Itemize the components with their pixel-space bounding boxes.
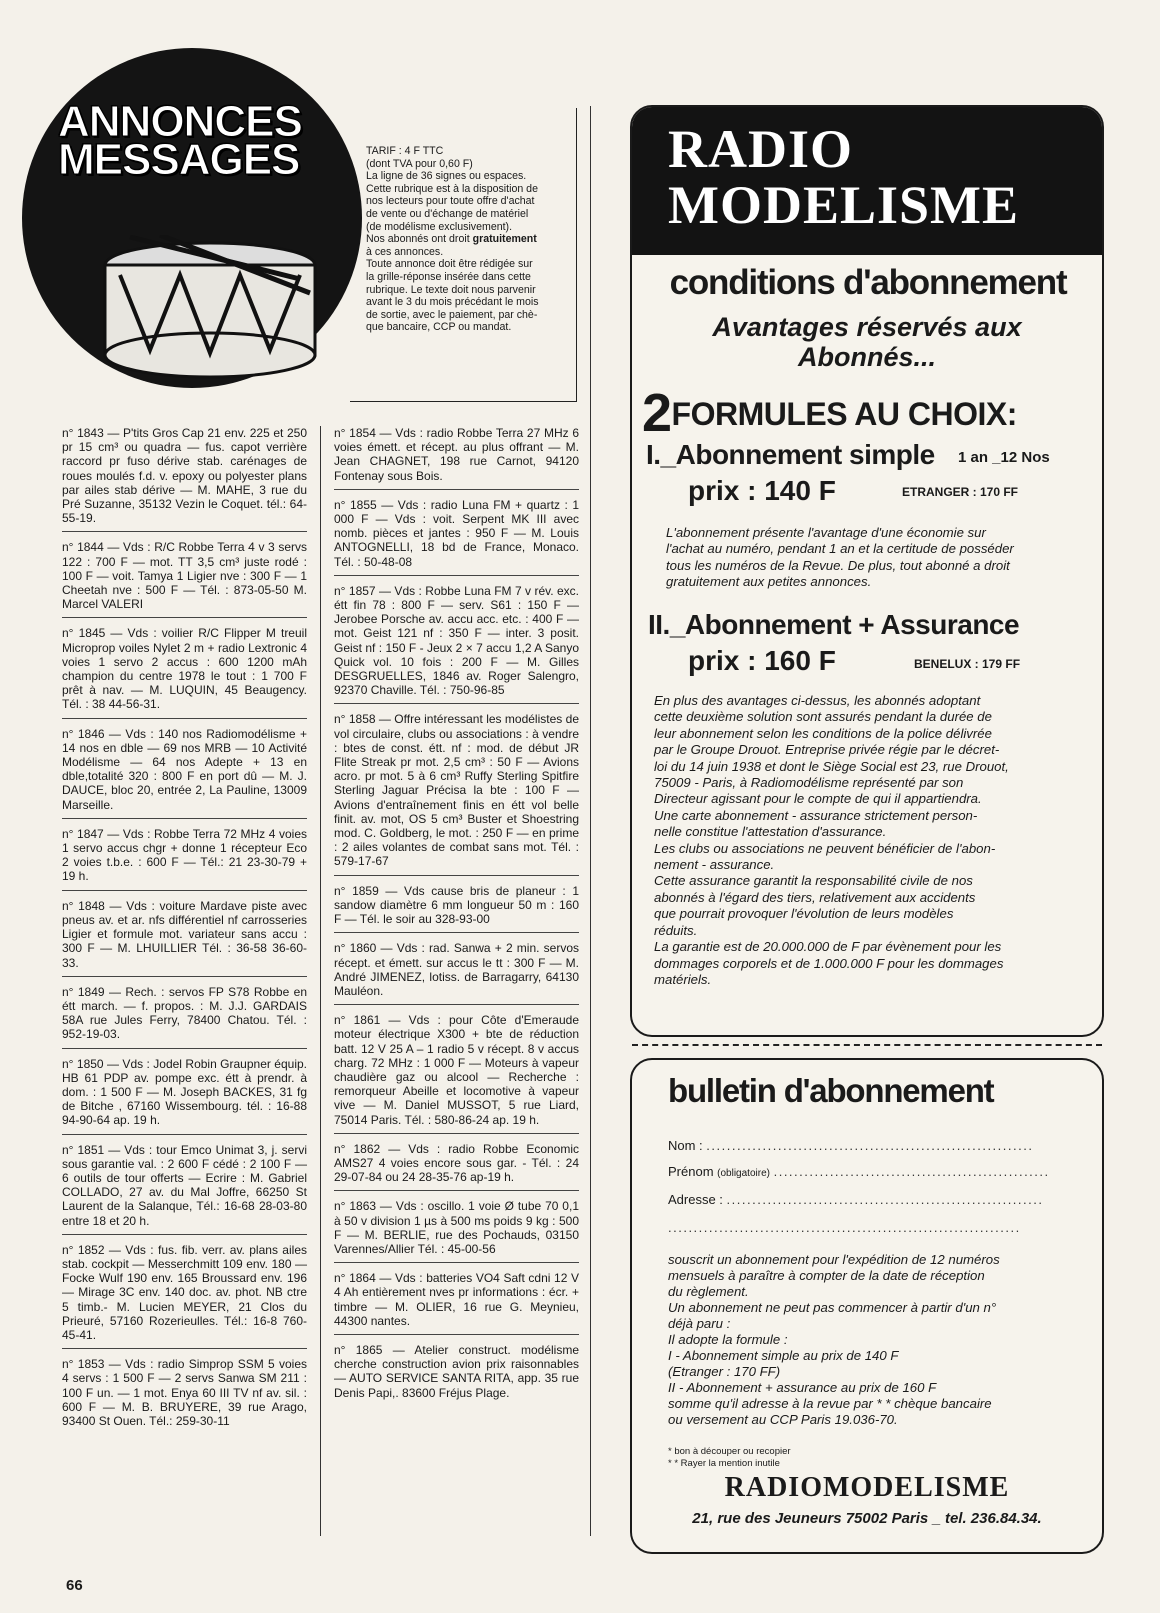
ad-item: n° 1855 — Vds : radio Luna FM + quartz : 1 000 F — Vds : voit. Serpent MK III avec nomb. pièces et jantes : 950 F — M. Louis ANTOGNELLI, 18 bd de France, Monaco. Tél. : 50-48-08 <box>334 498 579 576</box>
prenom-field[interactable] <box>668 1164 1068 1179</box>
tarif-info <box>366 145 570 334</box>
adresse-field[interactable] <box>668 1192 1068 1207</box>
page-number: 66 <box>66 1577 83 1594</box>
ad-item: n° 1861 — Vds : pour Côte d'Emeraude moteur électrique X300 + bte de réduction batt. 12 V 25 A – 1 radio 5 v récept. 8 v accus charg. 72 MHz : 1 000 F — Moteurs à vapeur chaudière gaz ou alcool — Recherche : remorqueur Abeille et locomotive à vapeur vive — M. Daniel MUSSOT, 5 rue Liard, 75014 Paris. Tél. : 580-86-24 ap. 19 h. <box>334 1013 579 1134</box>
adresse-dotted-line-2[interactable]: ..................................................................... <box>668 1220 1021 1235</box>
ads-column-right <box>334 426 579 1414</box>
ads-column-left <box>62 426 307 1442</box>
offer1-foreign-price: ETRANGER : 170 FF <box>902 485 1019 499</box>
form-terms: souscrit un abonnement pour l'expédition de 12 numéros mensuels à paraître à compter de la date de réception du règlement. Un abonnement ne peut pas commencer à partir d'un n° déjà paru : Il adopte la formule : I - Abonnement simple au prix de 140 F (Etranger : 170 FF) II - Abonnement + assurance au prix de 160 F somme qu'il adresse à la revue par * * chèque bancaire ou versement au CCP Paris 19.036-70. <box>668 1252 1000 1427</box>
prenom-note: (obligatoire) <box>717 1168 770 1179</box>
ad-item: n° 1864 — Vds : batteries VO4 Saft cdni 12 V 4 Ah entièrement nves pr informations : écr. + timbre — M. OLIER, 16 rue G. Meynieu, 44300 nantes. <box>334 1271 579 1335</box>
ad-item: n° 1844 — Vds : R/C Robbe Terra 4 v 3 servs 122 : 700 F — mot. TT 3,5 cm³ juste rodé : 100 F — voit. Tamya 1 Ligier nve : 300 F — 1 Cheetah nve : 500 F — Tél. : 873-05-50 M. Marcel VALERI <box>62 540 307 618</box>
brand-logo: RADIO MODELISME <box>668 119 1020 235</box>
offer2-title: II._Abonnement + Assurance <box>648 609 1020 640</box>
form-footnote: * bon à découper ou recopier * * Rayer la mention inutile <box>668 1446 791 1469</box>
ad-item: n° 1853 — Vds : radio Simprop SSM 5 voies 4 servs : 1 500 F — 2 servs Sanwa SM 211 : 100 F un. — 1 mot. Enya 60 III TV nf av. sil. : 600 F — M. B. BRUYERE, 39 rue Arago, 93400 St Ouen. Tél.: 259-30-11 <box>62 1357 307 1428</box>
column-rule-2 <box>590 106 591 1536</box>
ad-item: n° 1848 — Vds : voiture Mardave piste avec pneus av. et ar. nfs différentiel nf carrosseries Ligier et formule mot. variateur sans accu : 300 F — M. LHUILLIER Tél. : 36-58 36-60-33. <box>62 899 307 977</box>
ad-item: n° 1858 — Offre intéressant les modélistes de vol circulaire, clubs ou associations : à vendre : btes de const. étt. nf : mod. de début JR Flite Streak pr mot. 2,5 cm³ : 50 F — Avions acro. pr mot. 5 à 6 cm³ Ruffy Sterling Spitfire Sterling Jaguar Précisa la bte : 100 F — Avions d'entraînement finis en étt vol belle finit. av. mot, OS 5 cm³ Buster et Shoestring mod. C. Goldberg, le mot. : 250 F — en prime : 2 ailes volantes de combat sans mot. Tél. : 579-17-67 <box>334 712 579 875</box>
subscription-conditions-panel <box>630 105 1104 1037</box>
formules-text: FORMULES AU CHOIX: <box>671 396 1017 432</box>
tarif-text-part1: TARIF : 4 F TTC (dont TVA pour 0,60 F) La ligne de 36 signes ou espaces. Cette rubrique est à la disposition de nos lecteurs pour toute offre d'achat de vente ou d'échange de matériel (de modélisme exclusivement). Nos abonnés ont droit <box>366 145 538 246</box>
ad-item: n° 1857 — Vds : Robbe Luna FM 7 v rév. exc. étt fin 78 : 800 F — serv. S61 : 150 F — Jerobee Porsche av. accu acc. etc. : 400 F — mot. Geist 121 nf : 350 F — inter. 3 posit. Geist nf : 150 F - Jeux 2 × 7 accu 1,2 A Sanyo Quick vol. 10 fois : 200 F — M. Gilles DESGRUELLES, 1846 av. Roger Salengro, 92370 Chaville. Tél. : 750-96-85 <box>334 584 579 705</box>
ad-item: n° 1860 — Vds : rad. Sanwa + 2 min. servos récept. et émett. sur accus le tt : 300 F — M. André JIMENEZ, lotiss. de Barragarry, 64130 Mauléon. <box>334 941 579 1005</box>
formules-number: 2 <box>642 383 672 443</box>
section-title-line2: MESSAGES <box>58 135 300 184</box>
drum-illustration <box>90 235 330 380</box>
tarif-text-part2: à ces annonces. Toute annonce doit être rédigée sur la grille-réponse insérée dans cette rubrique. Le texte doit nous parvenir avant le 3 du mois précédant le mois de sortie, avec le paiement, par chè- que bancaire, CCP ou mandat. <box>366 245 539 334</box>
ad-item: n° 1850 — Vds : Jodel Robin Graupner équip. HB 61 PDP av. pompe exc. étt à prendr. à dom. : 1 500 F — M. Joseph BACKES, 31 fg de Bitche , 67160 Wissembourg. tél. : 16-88 94-90-64 ap. 19 h. <box>62 1057 307 1135</box>
section-title-line1: ANNONCES <box>58 97 302 146</box>
adresse-second-line[interactable] <box>668 1220 1068 1235</box>
ad-item: n° 1845 — Vds : voilier R/C Flipper M treuil Microprop voiles Nylet 2 m + radio Lextronic 4 voies 1 servo 2 accus : 600 1200 mAh champion du centre 1978 le tout : 1 700 F prêt à nav. — M. LUQUIN, 45 Beaugency. Tél. : 38 44-56-31. <box>62 626 307 718</box>
form-address: 21, rue des Jeuneurs 75002 Paris _ tel. 236.84.34. <box>692 1510 1042 1527</box>
ad-item: n° 1854 — Vds : radio Robbe Terra 27 MHz 6 voies émett. et récept. au plus offrant — M. Jean CHAGNET, 198 rue Carnot, 94120 Fontenay sous Bois. <box>334 426 579 490</box>
offer1-title: I._Abonnement simple <box>646 439 935 470</box>
ad-item: n° 1851 — Vds : tour Emco Unimat 3, j. servi sous garantie val. : 2 600 F cédé : 2 100 F — 6 outils de tour offerts — Ecrire : M. Gabriel COLLADO, 27 av. du Mal Joffre, 66250 St Laurent de la Salanque, Tél.: 16-68 28-03-80 entre 18 et 20 h. <box>62 1143 307 1235</box>
ad-item: n° 1863 — Vds : oscillo. 1 voie Ø tube 70 0,1 à 50 v division 1 µs à 500 ms poids 9 kg : 500 F — M. BERLIE, rue des Pochauds, 03150 Varennes/Allier Tél. : 45-00-56 <box>334 1199 579 1263</box>
adresse-dotted-line[interactable]: .............................................................. <box>726 1192 1044 1207</box>
column-rule-1 <box>320 426 321 1536</box>
subscription-form <box>630 1058 1104 1554</box>
cut-line <box>632 1044 1102 1046</box>
form-title: bulletin d'abonnement <box>668 1072 994 1109</box>
nom-label: Nom : <box>668 1138 703 1153</box>
section-title <box>58 97 348 184</box>
offer1-duration: 1 an _12 Nos <box>958 449 1050 466</box>
ad-item: n° 1849 — Rech. : servos FP S78 Robbe en étt march. — f. propos. : M. J.J. GARDAIS 58A rue Jules Ferry, 78400 Chatou. Tél. : 952-19-03. <box>62 985 307 1049</box>
offer1-description: L'abonnement présente l'avantage d'une économie sur l'achat au numéro, pendant 1 an et la certitude de posséder tous les numéros de la Revue. De plus, tout abonné a droit gratuitement aux petites annonces. <box>666 525 1014 590</box>
conditions-title: conditions d'abonnement <box>669 263 1067 302</box>
avantages-heading: Avantages réservés aux Abonnés... <box>712 312 1022 372</box>
nom-field[interactable] <box>668 1138 1068 1153</box>
ad-item: n° 1847 — Vds : Robbe Terra 72 MHz 4 voies 1 servo accus chgr + donne 1 récepteur Eco 2 voies t.b.e. : 600 F — Tél.: 21 23-30-79 + 19 h. <box>62 827 307 891</box>
ad-item: n° 1865 — Atelier construct. modélisme cherche construction avion prix raisonnables — AUTO SERVICE SANTA RITA, app. 35 rue Denis Papi,. 83600 Fréjus Plage. <box>334 1342 579 1400</box>
ad-item: n° 1843 — P'tits Gros Cap 21 env. 225 et 250 pr 15 cm³ ou quadra — fus. capot verrière raccord pr fuso dérive stab. carénages de roues moulés f.d. v. epoxy ou polyester plans par ailes stab dérive — M. MAHE, 3 rue du Pré Suzanne, 35132 Vezin le Coquet. tél.: 64-55-19. <box>62 426 307 532</box>
ad-item: n° 1859 — Vds cause bris de planeur : 1 sandow diamètre 6 mm longueur 50 m : 160 F — Tél. le soir au 328-93-00 <box>334 884 579 934</box>
tarif-text-bold: gratuitement <box>472 233 537 246</box>
offer2-price: prix : 160 F <box>688 645 836 676</box>
ad-item: n° 1862 — Vds : radio Robbe Economic AMS27 4 voies encore sous gar. - Tél. : 24 29-07-84 ou 24 28-35-76 ap-19 h. <box>334 1142 579 1192</box>
offer2-benelux-price: BENELUX : 179 FF <box>914 657 1021 671</box>
adresse-label: Adresse : <box>668 1192 723 1207</box>
ad-item: n° 1846 — Vds : 140 nos Radiomodélisme + 14 nos en dble — 69 nos MRB — 10 Activité Modélisme — 64 nos Adepte + 13 en dble,totalité 320 : 800 F en port dû — M. J. DAUCE, bloc 20, entrée 2, La Pauline, 13009 Marseille. <box>62 727 307 819</box>
form-brand: RADIOMODELISME <box>724 1472 1010 1503</box>
offer2-description: En plus des avantages ci-dessus, les abonnés adoptant cette deuxième solution sont assurés pendant la durée de leur abonnement selon les conditions de la police délivrée par le Groupe Drouot. Entreprise privée régie par le décret- loi du 14 juin 1938 et dont le Siège Social est 23, rue Drouot, 75009 - Paris, à Radiomodélisme représenté par son Directeur agissant pour le compte de qui il appartiendra. Une carte abonnement - assurance strictement person- nelle constitue l'attestation d'assurance. Les clubs ou associations ne peuvent bénéficier de l'abon- nement - assurance. Cette assurance garantit la responsabilité civile de nos abonnés à l'égard des tiers, relativement aux accidents que pourrait provoquer l'évolution de leurs modèles réduits. La garantie est de 20.000.000 de F par évènement pour les dommages corporels et de 1.000.000 F pour les dommages matériels. <box>654 693 1009 987</box>
prenom-dotted-line[interactable]: ...................................................... <box>773 1164 1050 1179</box>
prenom-label: Prénom <box>668 1164 714 1179</box>
formules-heading <box>642 382 1098 444</box>
ad-item: n° 1852 — Vds : fus. fib. verr. av. plans ailes stab. cockpit — Messerchmitt 109 env. 180 — Focke Wulf 190 env. 165 Broussard env. 196 — Mirage 3C env. 140 doc. av. phot. NB ctre 5 timb.- M. Lucien MEYER, 21 Clos du Prieuré, 57160 Rozerieulles. Tél.: 16-8 760-45-41. <box>62 1243 307 1349</box>
nom-dotted-line[interactable]: ................................................................ <box>706 1138 1034 1153</box>
offer1-price: prix : 140 F <box>688 475 836 506</box>
